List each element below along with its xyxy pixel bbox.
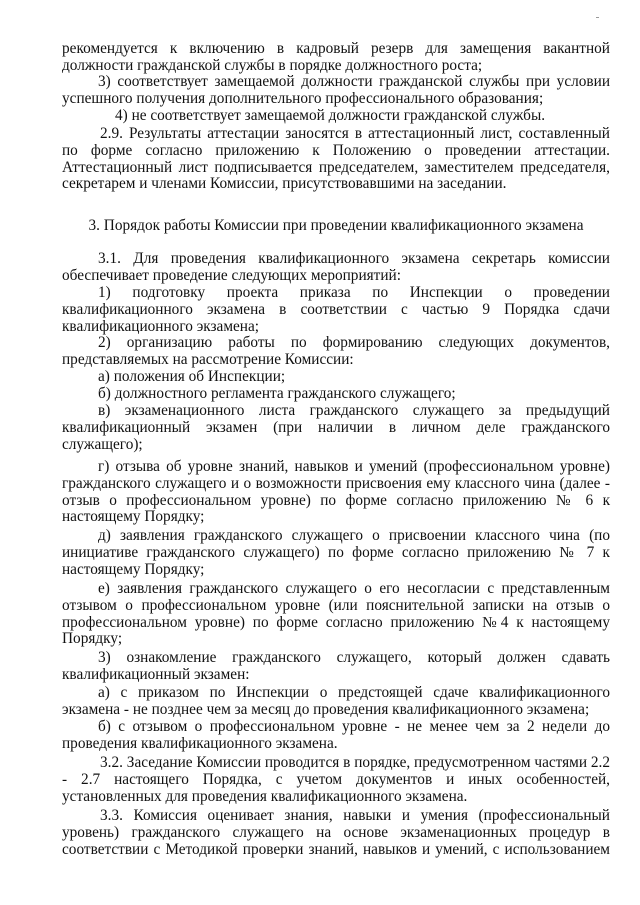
paragraph-item-e-disagreement: е) заявления гражданского служащего о его несогласии с представленным отзывом о профессиональном уровне (или пояснительной записки на отзыв о профессиональном уровне) по форме согласно приложению №4 к настоящему Порядку; (62, 580, 610, 648)
paragraph-reserve-recommendation: рекомендуется к включению в кадровый резерв для замещения вакантной должности гражданской службы в порядке должностного роста; (62, 40, 610, 74)
paragraph-item-v-exam-sheet: в) экзаменационного листа гражданского служащего за предыдущий квалификационный экзамен (при наличии в личном деле гражданского служащего); (62, 402, 610, 453)
paragraph-item-b-review-deadline: б) с отзывом о профессиональном уровне - не менее чем за 2 недели до проведения квалификационного экзамена. (62, 718, 610, 752)
paragraph-2-9: 2.9. Результаты аттестации заносятся в аттестационный лист, составленный по форме согласно приложению к Положению о проведении аттестации. Аттестационный лист подписывается председателем, заместителем председателя, секретарем и членами Комиссии, присутствовавшими на заседании. (62, 125, 610, 193)
paragraph-item-g-review: г) отзыва об уровне знаний, навыков и умений (профессиональном уровне) гражданского служащего и о возможности присвоения ему классного чина (далее - отзыв о профессиональном уровне) по форме согласно приложению № 6 к настоящему Порядку; (62, 458, 610, 526)
paragraph-item-a-order: а) с приказом по Инспекции о предстоящей сдаче квалификационного экзамена - не позднее чем за месяц до проведения квалификационного экзамена; (62, 684, 610, 718)
paragraph-3-3: 3.3. Комиссия оценивает знания, навыки и умения (профессиональный уровень) гражданского служащего на основе экзаменационных процедур в соответствии с Методикой проверки знаний, навыков и умений, с использованием (62, 808, 610, 858)
paragraph-item-a-regulation: а) положения об Инспекции; (98, 368, 286, 385)
paragraph-item-3-conditional: 3) соответствует замещаемой должности гражданской службы при условии успешного получения дополнительного профессионального образования; (62, 73, 610, 107)
paragraph-3-1: 3.1. Для проведения квалификационного экзамена секретарь комиссии обеспечивает проведение следующих мероприятий: (62, 250, 610, 284)
paragraph-item-4-not-conforming: 4) не соответствует замещаемой должности гражданской службы. (115, 107, 546, 124)
paragraph-3-1-item-3: 3) ознакомление гражданского служащего, который должен сдавать квалификационный экзамен: (62, 649, 610, 683)
paragraph-3-1-item-2: 2) организацию работы по формированию следующих документов, представляемых на рассмотрение Комиссии: (62, 334, 610, 368)
paragraph-item-b-job-regulation: б) должностного регламента гражданского служащего; (98, 385, 456, 402)
paragraph-3-2: 3.2. Заседание Комиссии проводится в порядке, предусмотренном частями 2.2 - 2.7 настоящего Порядка, с учетом документов и иных особенностей, установленных для проведения квалификационного экзамена. (62, 754, 610, 805)
section-heading-3: 3. Порядок работы Комиссии при проведении квалификационного экзамена (88, 217, 584, 234)
scan-mark (596, 17, 599, 18)
paragraph-3-1-item-1: 1) подготовку проекта приказа по Инспекции о проведении квалификационного экзамена в соответствии с частью 9 Порядка сдачи квалификационного экзамена; (62, 284, 610, 335)
paragraph-item-d-application: д) заявления гражданского служащего о присвоении классного чина (по инициативе гражданского служащего) по форме согласно приложению № 7 к настоящему Порядку; (62, 527, 610, 578)
